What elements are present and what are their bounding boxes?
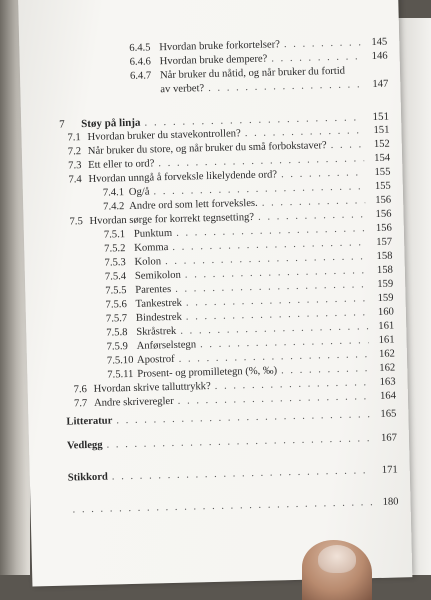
toc-entry-title: Og/å — [128, 186, 150, 198]
toc-entry-page: 162 — [379, 362, 396, 374]
toc-entry-number: 7.5.2 — [104, 243, 126, 255]
toc-entry-title: Skråstrek — [136, 325, 177, 338]
toc-entry-title: Semikolon — [134, 269, 181, 282]
toc-entry-page: 159 — [377, 278, 394, 290]
toc-entry-title: Punktum — [133, 227, 173, 240]
toc-entry-title: Anførselstegn — [136, 339, 197, 352]
toc-chapter-number: 7 — [59, 118, 65, 131]
toc-entry-number: 7.5.3 — [104, 257, 126, 269]
toc-entry-page: 154 — [374, 152, 391, 164]
toc-entry-number: 7.5.8 — [106, 327, 128, 339]
toc-entry-number: 7.5.6 — [105, 299, 127, 311]
toc-entry-page: 156 — [375, 208, 392, 220]
toc-entry-title: Litteratur — [66, 415, 113, 428]
toc-entry-number: 7.5.11 — [107, 368, 134, 381]
dot-leader — [331, 138, 364, 153]
toc-entry-title: Når bruker du store, og når bruker du små forbokstaver? — [87, 140, 327, 157]
toc-entry-page: 163 — [379, 376, 396, 388]
toc-entry-number: 7.5.10 — [106, 354, 134, 367]
toc-entry-title: Hvordan bruke forkortelser? — [159, 39, 281, 54]
toc-entry-number: 6.4.6 — [129, 56, 152, 68]
toc-entry-page: 157 — [376, 236, 393, 248]
toc-entry-title: Andre ord som lett forveksles. — [129, 197, 258, 212]
thumbnail-nail — [318, 545, 356, 573]
toc-entry-title: Hvordan skrive talluttrykk? — [93, 381, 211, 395]
table-of-contents — [57, 36, 398, 518]
toc-entry-page: 145 — [371, 36, 388, 49]
toc-entry-title: Parentes — [135, 283, 172, 296]
toc-entry-number: 7.5.7 — [105, 313, 128, 325]
toc-entry-page: 155 — [374, 166, 391, 178]
toc-entry-page: 161 — [378, 320, 395, 332]
toc-entry-page: 165 — [380, 408, 397, 420]
toc-entry-page: 155 — [374, 180, 391, 192]
toc-entry-page: 171 — [381, 464, 398, 476]
toc-entry-number: 7.7 — [73, 398, 88, 410]
toc-entry-title: Hvordan sørge for korrekt tegnsetting? — [89, 211, 255, 227]
toc-entry-number: 7.1 — [67, 132, 81, 144]
toc-chapter-title: Støy på linja — [81, 116, 141, 131]
toc-entry-page: 160 — [377, 306, 395, 318]
toc-entry-title: Hvordan unngå å forveksle likelydende ord? — [88, 169, 278, 185]
toc-entry-title: Tankestrek — [135, 297, 183, 310]
toc-entry-page: 162 — [378, 348, 396, 360]
toc-entry-title: Bindestrek — [135, 311, 182, 324]
toc-entry-title: Ett eller to ord? — [88, 158, 155, 171]
toc-entry-title: Komma — [134, 242, 169, 254]
toc-entry-title: Når bruker du nåtid, og når bruker du fortid — [159, 65, 346, 82]
toc-entry-number: 7.5.5 — [105, 285, 127, 297]
toc-entry-page: 167 — [380, 432, 398, 444]
toc-entry-page: 152 — [373, 138, 390, 150]
toc-entry-number: 7.4.1 — [102, 187, 125, 199]
toc-entry-title: Apostrof — [136, 353, 175, 366]
toc-entry-number: 7.4.2 — [103, 201, 125, 213]
toc-entry-number: 7.4 — [68, 174, 82, 186]
toc-entry-page: 146 — [371, 50, 388, 63]
toc-entry-number: 7.5.9 — [106, 341, 128, 353]
toc-entry-number: 6.4.7 — [129, 70, 152, 82]
toc-entry-number: 7.5.1 — [103, 229, 126, 241]
toc-entry-page: 151 — [372, 110, 390, 124]
toc-entry-number: 7.2 — [67, 146, 82, 158]
book-page — [18, 0, 412, 586]
toc-entry-number: 7.5.4 — [104, 271, 127, 283]
toc-entry-title: Stikkord — [67, 471, 109, 484]
toc-entry-title: Hvordan bruke dempere? — [159, 53, 268, 68]
toc-entry-number: 7.3 — [68, 160, 82, 172]
toc-entry-page: 164 — [379, 390, 397, 402]
toc-entry-page: 161 — [378, 334, 395, 346]
toc-entry-page: 159 — [377, 292, 394, 304]
toc-entry-page: 180 — [382, 496, 399, 508]
toc-entry-title: Vedlegg — [66, 439, 103, 452]
toc-entry-page: 158 — [376, 264, 393, 276]
toc-entry-title: Prosent- og promilletegn (%, ‰) — [137, 365, 278, 380]
toc-entry-page: 147 — [372, 78, 389, 91]
toc-entry-number: 7.5 — [69, 216, 83, 228]
toc-entry-number: 6.4.5 — [129, 42, 151, 54]
toc-entry-title: av verbet? — [160, 83, 205, 96]
toc-entry-title: Andre skriveregler — [93, 395, 174, 409]
toc-entry-page: 151 — [373, 124, 390, 136]
toc-entry-title: Hvordan bruker du stavekontrollen? — [87, 128, 241, 143]
toc-entry-number — [130, 92, 160, 93]
toc-entry-page — [366, 73, 388, 74]
toc-entry-page: 156 — [375, 194, 392, 206]
toc-entry-page: 158 — [376, 250, 393, 262]
toc-entry-title: Kolon — [134, 256, 162, 268]
toc-entry-number: 7.6 — [73, 384, 88, 396]
toc-entry-page: 156 — [375, 222, 392, 234]
